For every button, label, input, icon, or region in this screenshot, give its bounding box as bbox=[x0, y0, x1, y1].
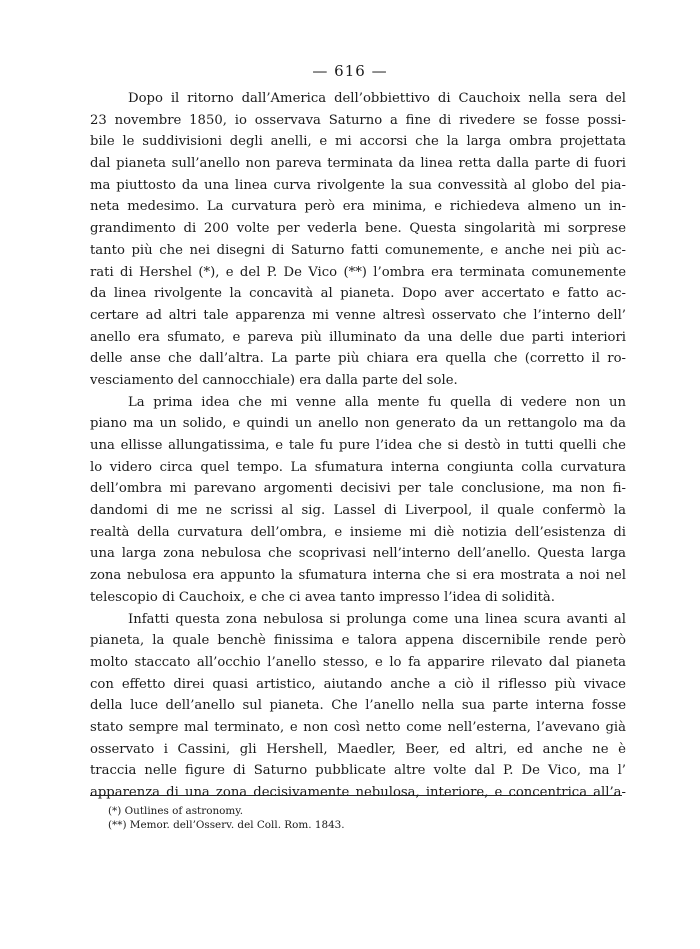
text-line: Infatti questa zona nebulosa si prolunga come una linea scura avanti al bbox=[128, 611, 626, 627]
text-line: dal pianeta sull’anello non pareva terminata da linea retta dalla parte di fuori bbox=[90, 156, 626, 172]
text-line: traccia nelle figure di Saturno pubblicate altre volte dal P. De Vico, ma l’ bbox=[90, 763, 626, 779]
text-line: vesciamento del cannocchiale) era dalla parte del sole. bbox=[90, 372, 458, 388]
body-text bbox=[90, 88, 626, 804]
text-line: apparenza di una zona decisivamente nebulosa, interiore, e concentrica all’a- bbox=[90, 785, 626, 800]
text-line: ma piuttosto da una linea curva rivolgente la sua convessità al globo del pia- bbox=[90, 177, 626, 193]
text-line: dandomi di me ne scrissi al sig. Lassel di Liverpool, il quale confermò la bbox=[90, 503, 626, 519]
text-line: pianeta, la quale benchè finissima e talora appena discernibile rende però bbox=[90, 633, 626, 649]
text-line: anello era sfumato, e pareva più illuminato da una delle due parti interiori bbox=[90, 329, 626, 345]
text-line: Dopo il ritorno dall’America dell’obbiettivo di Cauchoix nella sera del bbox=[128, 91, 626, 106]
text-line: tanto più che nei disegni di Saturno fatti comunemente, e anche nei più ac- bbox=[90, 242, 626, 258]
footnote-item: (*) Outlines of astronomy. bbox=[108, 805, 244, 817]
text-line: rati di Hershel (*), e del P. De Vico (**) l’ombra era terminata comunemente bbox=[90, 264, 626, 280]
text-line: da linea rivolgente la concavità al pianeta. Dopo aver accertato e fatto ac- bbox=[90, 286, 626, 302]
footnote-divider bbox=[90, 795, 622, 796]
page-number: — 616 — bbox=[312, 62, 388, 80]
text-line: piano ma un solido, e quindi un anello non generato da un rettangolo ma da bbox=[90, 416, 626, 432]
text-line: 23 novembre 1850, io osservava Saturno a fine di rivedere se fosse possi- bbox=[90, 112, 626, 128]
text-line: una larga zona nebulosa che scoprivasi nell’interno dell’anello. Questa larga bbox=[90, 546, 626, 562]
footnote-item: (**) Memor. dell’Osserv. del Coll. Rom. 1843. bbox=[108, 819, 345, 831]
text-line: osservato i Cassini, gli Hershell, Maedler, Beer, ed altri, ed anche ne è bbox=[90, 741, 626, 757]
text-line: La prima idea che mi venne alla mente fu quella di vedere non un bbox=[128, 394, 626, 410]
text-line: neta medesimo. La curvatura però era minima, e richiedeva almeno un in- bbox=[90, 199, 626, 215]
text-line: delle anse che dall’altra. La parte più chiara era quella che (corretto il ro- bbox=[90, 351, 626, 367]
text-line: realtà della curvatura dell’ombra, e insieme mi diè notizia dell’esistenza di bbox=[90, 524, 626, 540]
footnotes bbox=[108, 804, 608, 832]
text-line: grandimento di 200 volte per vederla bene. Questa singolarità mi sorprese bbox=[90, 221, 626, 237]
text-line: dell’ombra mi parevano argomenti decisivi per tale conclusione, ma non fi- bbox=[90, 481, 626, 497]
text-line: con effetto direi quasi artistico, aiutando anche a ciò il riflesso più vivace bbox=[90, 676, 626, 692]
text-line: molto staccato all’occhio l’anello stesso, e lo fa apparire rilevato dal pianeta bbox=[90, 654, 626, 670]
text-line: certare ad altri tale apparenza mi venne altresì osservato che l’interno dell’ bbox=[90, 307, 626, 323]
text-line: bile le suddivisioni degli anelli, e mi accorsi che la larga ombra projettata bbox=[90, 134, 626, 150]
text-line: stato sempre mal terminato, e non così netto come nell’esterna, l’avevano già bbox=[90, 719, 626, 735]
text-line: lo videro circa quel tempo. La sfumatura interna congiunta colla curvatura bbox=[90, 459, 626, 475]
text-line: zona nebulosa era appunto la sfumatura interna che si era mostrata a noi nel bbox=[90, 568, 626, 584]
text-line: una ellisse allungatissima, e tale fu pure l’idea che si destò in tutti quelli che bbox=[90, 438, 626, 453]
text-line: della luce dell’anello sul pianeta. Che l’anello nella sua parte interna fosse bbox=[90, 698, 626, 714]
text-line: telescopio di Cauchoix, e che ci avea tanto impresso l’idea di solidità. bbox=[90, 589, 555, 605]
